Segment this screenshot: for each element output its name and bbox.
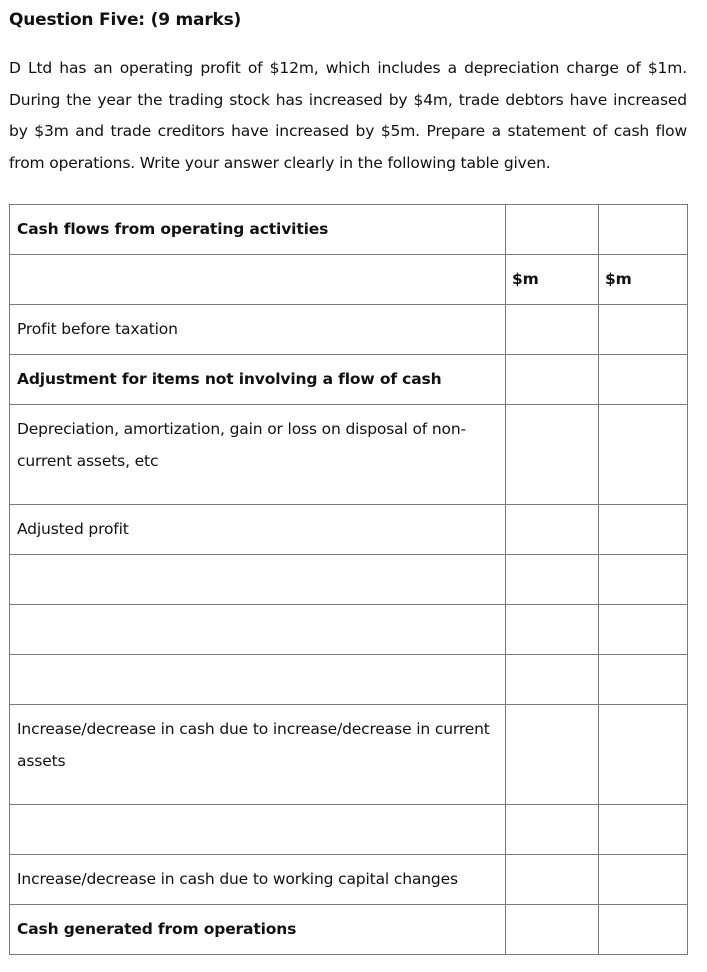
- answer-cell[interactable]: [506, 305, 599, 355]
- answer-cell[interactable]: [506, 855, 599, 905]
- answer-cell[interactable]: [506, 905, 599, 955]
- answer-cell[interactable]: [599, 555, 688, 605]
- answer-cell[interactable]: [599, 405, 688, 505]
- row-label: Adjusted profit: [10, 505, 506, 555]
- column-header-m-1: $m: [512, 270, 539, 288]
- column-header-cell: [599, 255, 688, 305]
- table-title-cell: [10, 205, 506, 255]
- table-row-blank: [10, 805, 688, 855]
- answer-cell[interactable]: [506, 405, 599, 505]
- answer-cell[interactable]: [599, 355, 688, 405]
- answer-cell[interactable]: [599, 605, 688, 655]
- answer-cell[interactable]: [599, 655, 688, 705]
- answer-cell[interactable]: [599, 705, 688, 805]
- answer-cell[interactable]: [599, 305, 688, 355]
- table-row: [10, 855, 688, 905]
- table-row: [10, 405, 688, 505]
- cash-flow-table: [9, 204, 688, 955]
- row-label: Increase/decrease in cash due to increase/decrease in current assets: [10, 705, 506, 805]
- table-row: [10, 705, 688, 805]
- column-header-cell: [506, 255, 599, 305]
- blank-label-cell[interactable]: [10, 255, 506, 305]
- blank-label-cell[interactable]: [10, 555, 506, 605]
- answer-cell[interactable]: [506, 655, 599, 705]
- row-label: Profit before taxation: [10, 305, 506, 355]
- table-title-row: [10, 205, 688, 255]
- answer-cell[interactable]: [506, 705, 599, 805]
- answer-cell[interactable]: [599, 205, 688, 255]
- table-row: [10, 905, 688, 955]
- blank-label-cell[interactable]: [10, 605, 506, 655]
- question-text: D Ltd has an operating profit of $12m, which includes a depreciation charge of $1m. During the year the trading stock has increased by $4m, trade debtors have increased by $3m and trade creditors have increased by $5m. Prepare a statement of cash flow from operations. Write your answer clearly in the following table given.: [9, 59, 687, 172]
- question-heading: Question Five: (9 marks): [9, 10, 242, 30]
- table-row: [10, 505, 688, 555]
- answer-cell[interactable]: [599, 855, 688, 905]
- answer-cell[interactable]: [599, 905, 688, 955]
- table-row-blank: [10, 655, 688, 705]
- table-row: [10, 355, 688, 405]
- row-label-bold: Adjustment for items not involving a flow of cash: [17, 370, 442, 388]
- table-title: Cash flows from operating activities: [17, 220, 329, 238]
- column-header-m-2: $m: [605, 270, 632, 288]
- answer-cell[interactable]: [506, 505, 599, 555]
- answer-cell[interactable]: [506, 205, 599, 255]
- row-label: [10, 355, 506, 405]
- answer-cell[interactable]: [599, 505, 688, 555]
- answer-cell[interactable]: [599, 805, 688, 855]
- row-label: [10, 905, 506, 955]
- blank-label-cell[interactable]: [10, 655, 506, 705]
- row-label: Increase/decrease in cash due to working capital changes: [10, 855, 506, 905]
- table-row: [10, 305, 688, 355]
- blank-label-cell[interactable]: [10, 805, 506, 855]
- answer-cell[interactable]: [506, 805, 599, 855]
- row-label-bold: Cash generated from operations: [17, 920, 297, 938]
- answer-cell[interactable]: [506, 555, 599, 605]
- table-row-blank: [10, 605, 688, 655]
- column-header-row: [10, 255, 688, 305]
- answer-cell[interactable]: [506, 355, 599, 405]
- table-row-blank: [10, 555, 688, 605]
- row-label: Depreciation, amortization, gain or loss on disposal of non-current assets, etc: [10, 405, 506, 505]
- answer-cell[interactable]: [506, 605, 599, 655]
